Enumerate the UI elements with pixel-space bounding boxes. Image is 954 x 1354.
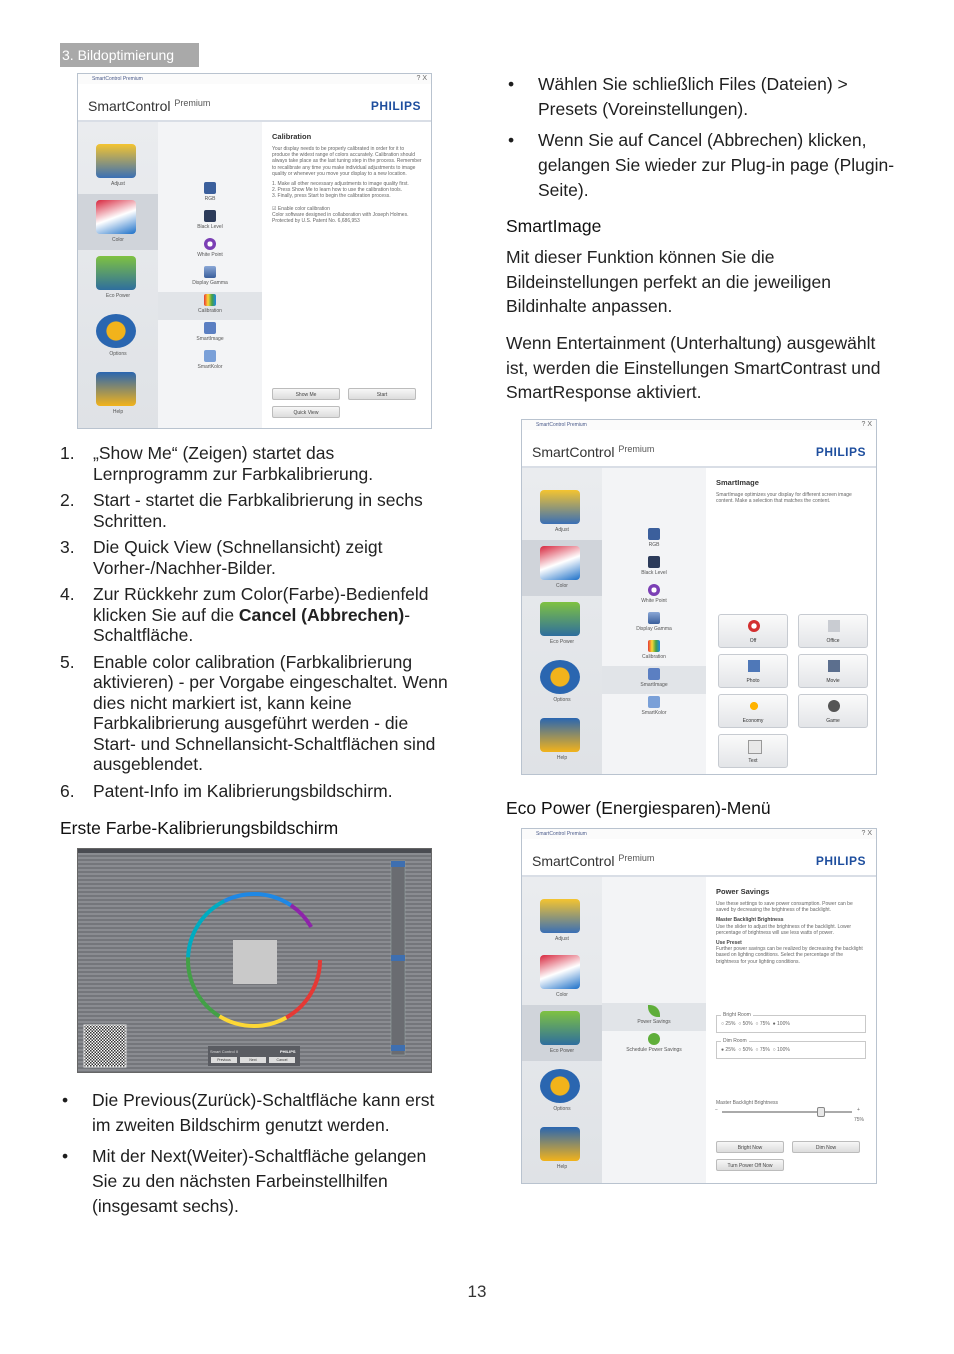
- dim-now-button[interactable]: Dim Now: [792, 1141, 860, 1153]
- left-bullets: [60, 1088, 452, 1225]
- section-tag: 3. Bildoptimierung: [60, 43, 199, 67]
- bright-room-group: [716, 1012, 866, 1033]
- photo-icon: [748, 660, 760, 672]
- brightness-slider-thumb[interactable]: [817, 1107, 825, 1117]
- brightness-slider-track[interactable]: [722, 1111, 852, 1113]
- power-savings-title: Power Savings: [716, 887, 770, 896]
- side-item-help[interactable]: Help: [522, 1121, 602, 1177]
- help-close-icons[interactable]: ? X: [416, 75, 427, 82]
- power-savings-intro: Use these settings to save power consumption. Power can be saved by decreasing the brightness of the backlight.: [716, 901, 853, 914]
- black-level-icon: [204, 210, 216, 222]
- bullet-item: • Wählen Sie schließlich Files (Dateien) > Presets (Voreinstellungen).: [506, 72, 898, 122]
- master-brightness-title: Master Backlight Brightness: [716, 917, 784, 924]
- app-brand: SmartControl $^{Premium}$: [88, 98, 211, 114]
- bullet-item: • Wenn Sie auf Cancel (Abbrechen) klicken, gelangen Sie wieder zur Plug-in page (Plugin-Seite).: [506, 128, 898, 203]
- dim-room-group: [716, 1038, 866, 1059]
- adjust-icon: [96, 144, 136, 178]
- page-number: 13: [467, 1282, 487, 1301]
- use-preset-title: Use Preset: [716, 940, 742, 947]
- display-gamma-icon: [648, 612, 660, 624]
- smartkolor-icon: [648, 696, 660, 708]
- bright-now-button[interactable]: Bright Now: [716, 1141, 784, 1153]
- calibration-note: Color software designed in collaboration with Joseph Holmes.: [272, 211, 409, 218]
- master-brightness-text: Use the slider to adjust the brightness of the backlight. Lower percentage of brightness will use less watts of power.: [716, 923, 852, 936]
- tile-economy[interactable]: Economy: [718, 694, 788, 728]
- patent-info: Protected by U.S. Patent No. 6,686,953: [272, 218, 360, 225]
- sub-item-rgb[interactable]: RGB: [602, 526, 706, 554]
- display-gamma-icon: [204, 266, 216, 278]
- options-gear-icon: [540, 1069, 580, 1103]
- slider-minus-icon[interactable]: −: [715, 1107, 718, 1113]
- help-icon: [96, 372, 136, 406]
- calibration-title: Calibration: [272, 132, 312, 141]
- color-icon: [540, 546, 580, 580]
- sub-item-display-gamma[interactable]: Display Gamma: [602, 610, 706, 638]
- sub-item-display-gamma[interactable]: Display Gamma: [158, 264, 262, 292]
- side-menu: [522, 468, 602, 774]
- smartimage-window-screenshot: [521, 419, 877, 775]
- tile-off[interactable]: Off: [718, 614, 788, 648]
- tile-game[interactable]: Game: [798, 694, 868, 728]
- cal-footer-label: Smart Control II: [210, 1049, 239, 1054]
- step-item: 6. Patent-Info im Kalibrierungsbildschirm.: [60, 780, 393, 801]
- bright-room-label: Bright Room: [723, 1012, 751, 1018]
- cal-next-button[interactable]: Next: [240, 1057, 266, 1063]
- power-savings-content: [706, 877, 876, 1183]
- help-icon: [540, 1127, 580, 1161]
- use-preset-text: Further power savings can be realized by decreasing the backlight based on lighting conditions. Select the percentage of the brightness for your lighting conditions.: [716, 946, 863, 965]
- step-item: 3. Die Quick View (Schnellansicht) zeigt Vorher-/Nachher-Bilder.: [60, 537, 383, 578]
- help-close-icons[interactable]: ? X: [861, 421, 872, 428]
- rgb-icon: [648, 528, 660, 540]
- sub-item-smartkolor[interactable]: SmartKolor: [602, 694, 706, 722]
- calibration-content: [262, 122, 431, 428]
- side-item-help[interactable]: Help: [78, 366, 158, 422]
- sub-item-white-point[interactable]: White Point: [602, 582, 706, 610]
- step-item: 1. „Show Me“ (Zeigen) startet das Lernprogramm zur Farbkalibrierung.: [60, 443, 374, 484]
- power-off-icon: [748, 620, 760, 632]
- side-item-color[interactable]: Color: [78, 194, 158, 250]
- dim-room-label: Dim Room: [723, 1038, 747, 1044]
- side-item-eco-power[interactable]: Eco Power: [78, 250, 158, 306]
- tile-office[interactable]: Office: [798, 614, 868, 648]
- side-item-options[interactable]: Options: [78, 308, 158, 364]
- cal-footer-logo: PHILIPS: [280, 1049, 296, 1054]
- side-item-help[interactable]: Help: [522, 712, 602, 768]
- right-bullets: [506, 72, 898, 209]
- schedule-leaf-icon: [648, 1033, 660, 1045]
- eco-power-icon: [96, 256, 136, 290]
- office-icon: [828, 620, 840, 632]
- color-submenu: [602, 468, 706, 774]
- smartimage-icon: [204, 322, 216, 334]
- window-titlebar: SmartControl Premium ? X: [522, 829, 876, 839]
- smartimage-icon: [648, 668, 660, 680]
- calibration-list-item: 1. Make all other necessary adjustments to image quality first.: [272, 181, 409, 188]
- app-header: [522, 430, 876, 468]
- color-icon: [96, 200, 136, 234]
- tile-text[interactable]: Text: [718, 734, 788, 768]
- step-item: 4. Zur Rückkehr zum Color(Farbe)-Bedienfeld klicken Sie auf die Cancel (Abbrechen)-Schaltfläche.: [60, 584, 429, 645]
- enable-calibration-checkbox[interactable]: ☑ Enable color calibration: [272, 205, 330, 212]
- white-point-icon: [648, 584, 660, 596]
- step-item: 2. Start - startet die Farbkalibrierung in sechs Schritten.: [60, 490, 423, 531]
- sub-item-smartimage[interactable]: SmartImage: [158, 320, 262, 348]
- app-brand: SmartControl $^{Premium}$: [532, 444, 655, 460]
- sub-item-black-level[interactable]: Black Level: [602, 554, 706, 582]
- side-item-eco-power[interactable]: Eco Power: [522, 1005, 602, 1061]
- color-calibration-screen: [77, 848, 432, 1073]
- slider-label: Master Backlight Brightness: [716, 1100, 778, 1106]
- smartimage-paragraph-2: Wenn Entertainment (Unterhaltung) ausgewählt ist, werden die Einstellungen SmartContrast und SmartResponse aktiviert.: [506, 333, 881, 402]
- sub-item-rgb[interactable]: RGB: [158, 180, 262, 208]
- calibration-window-screenshot: [77, 73, 432, 429]
- rgb-icon: [204, 182, 216, 194]
- turn-power-off-button[interactable]: Turn Power Off Now: [716, 1159, 784, 1171]
- white-point-icon: [204, 238, 216, 250]
- game-controller-icon: [828, 700, 840, 712]
- calibration-graphic: [78, 849, 431, 1072]
- show-me-button[interactable]: Show Me: [272, 388, 340, 400]
- dim-room-options[interactable]: ● 25% ○ 50% ○ 75% ○ 100%: [721, 1047, 790, 1053]
- help-icon: [540, 718, 580, 752]
- color-icon: [540, 955, 580, 989]
- start-button[interactable]: Start: [348, 388, 416, 400]
- app-brand: SmartControl $^{Premium}$: [532, 853, 655, 869]
- smartimage-paragraph-1: Mit dieser Funktion können Sie die Bildeinstellungen perfekt an die jeweiligen Bildinhalte anpassen.: [506, 247, 831, 316]
- bullet-item: • Die Previous(Zurück)-Schaltfläche kann erst im zweiten Bildschirm genutzt werden.: [60, 1088, 452, 1138]
- side-item-eco-power[interactable]: Eco Power: [522, 596, 602, 652]
- eco-power-icon: [540, 1011, 580, 1045]
- calibration-text: Your display needs to be properly calibrated in order for it to produce the widest range of colors accurately. Calibration should always take place as the last tuning step in the process. Remember to recalibrate any time you make individual adjustments to image quality or whenever you move your display to a new location.: [272, 146, 422, 177]
- window-titlebar: SmartControl Premium ? X: [522, 420, 876, 430]
- philips-logo: PHILIPS: [815, 445, 866, 459]
- step-item: 5. Enable color calibration (Farbkalibrierung aktivieren) - per Vorgabe eingeschaltet. Wenn dies nicht markiert ist, kann keine Farbkalibrierung ausgeführt werden - die Start- und Schnellansicht-Schaltflächen sind ausgeblendet.: [60, 651, 448, 774]
- cal-previous-button[interactable]: Previous: [211, 1057, 237, 1063]
- smartimage-heading: SmartImage: [506, 216, 602, 236]
- app-header: [78, 84, 431, 122]
- sub-item-white-point[interactable]: White Point: [158, 236, 262, 264]
- sub-item-power-savings[interactable]: Power Savings: [602, 1003, 706, 1031]
- calibration-icon: [204, 294, 216, 306]
- side-item-adjust[interactable]: Adjust: [522, 484, 602, 540]
- adjust-icon: [540, 490, 580, 524]
- smartkolor-icon: [204, 350, 216, 362]
- bright-room-options[interactable]: ○ 25% ○ 50% ○ 75% ● 100%: [721, 1021, 790, 1027]
- smartimage-title: SmartImage: [716, 478, 759, 487]
- text-document-icon: [748, 740, 762, 754]
- smartimage-content: [706, 468, 876, 774]
- side-item-options[interactable]: Options: [522, 654, 602, 710]
- eco-power-heading: Eco Power (Energiesparen)-Menü: [506, 798, 771, 818]
- sub-item-smartkolor[interactable]: SmartKolor: [158, 348, 262, 376]
- sub-item-calibration[interactable]: Calibration: [158, 292, 262, 320]
- side-item-adjust[interactable]: Adjust: [78, 138, 158, 194]
- calibration-screen-heading: Erste Farbe-Kalibrierungsbildschirm: [60, 818, 339, 838]
- movie-icon: [828, 660, 840, 672]
- side-item-color[interactable]: Color: [522, 949, 602, 1005]
- options-gear-icon: [96, 314, 136, 348]
- leaf-icon: [648, 1005, 660, 1017]
- tile-photo[interactable]: Photo: [718, 654, 788, 688]
- sub-item-calibration[interactable]: Calibration: [602, 638, 706, 666]
- philips-logo: PHILIPS: [370, 99, 421, 113]
- slider-plus-icon[interactable]: +: [857, 1107, 860, 1113]
- eco-power-icon: [540, 602, 580, 636]
- philips-logo: PHILIPS: [815, 854, 866, 868]
- tile-movie[interactable]: Movie: [798, 654, 868, 688]
- help-close-icons[interactable]: ? X: [861, 830, 872, 837]
- steps-list: [60, 443, 452, 807]
- side-item-color[interactable]: Color: [522, 540, 602, 596]
- cal-cancel-button[interactable]: Cancel: [269, 1057, 295, 1063]
- side-item-adjust[interactable]: Adjust: [522, 893, 602, 949]
- calibration-list-item: 3. Finally, press Start to begin the calibration process.: [272, 193, 391, 200]
- app-header: [522, 839, 876, 877]
- black-level-icon: [648, 556, 660, 568]
- economy-icon: [748, 700, 760, 712]
- options-gear-icon: [540, 660, 580, 694]
- bullet-item: • Mit der Next(Weiter)-Schaltfläche gelangen Sie zu den nächsten Farbeinstellhilfen (insgesamt sechs).: [60, 1144, 452, 1219]
- calibration-icon: [648, 640, 660, 652]
- sub-item-black-level[interactable]: Black Level: [158, 208, 262, 236]
- side-menu: [78, 122, 158, 428]
- window-titlebar: SmartControl Premium ? X: [78, 74, 431, 84]
- color-submenu: [158, 122, 262, 428]
- checkbox-icon: ☑: [272, 205, 277, 212]
- sub-item-smartimage[interactable]: SmartImage: [602, 666, 706, 694]
- sub-item-schedule-power-savings[interactable]: Schedule Power Savings: [602, 1031, 706, 1059]
- smartimage-text: SmartImage optimizes your display for different screen image content. Make a selection that matches the content.: [716, 492, 852, 505]
- side-item-options[interactable]: Options: [522, 1063, 602, 1119]
- calibration-list-item: 2. Press Show Me to learn how to use the calibration tools.: [272, 187, 403, 194]
- side-menu: [522, 877, 602, 1183]
- eco-submenu: [602, 877, 706, 1183]
- eco-power-window-screenshot: [521, 828, 877, 1184]
- slider-value: 75%: [854, 1117, 865, 1123]
- adjust-icon: [540, 899, 580, 933]
- quick-view-button[interactable]: Quick View: [272, 406, 340, 418]
